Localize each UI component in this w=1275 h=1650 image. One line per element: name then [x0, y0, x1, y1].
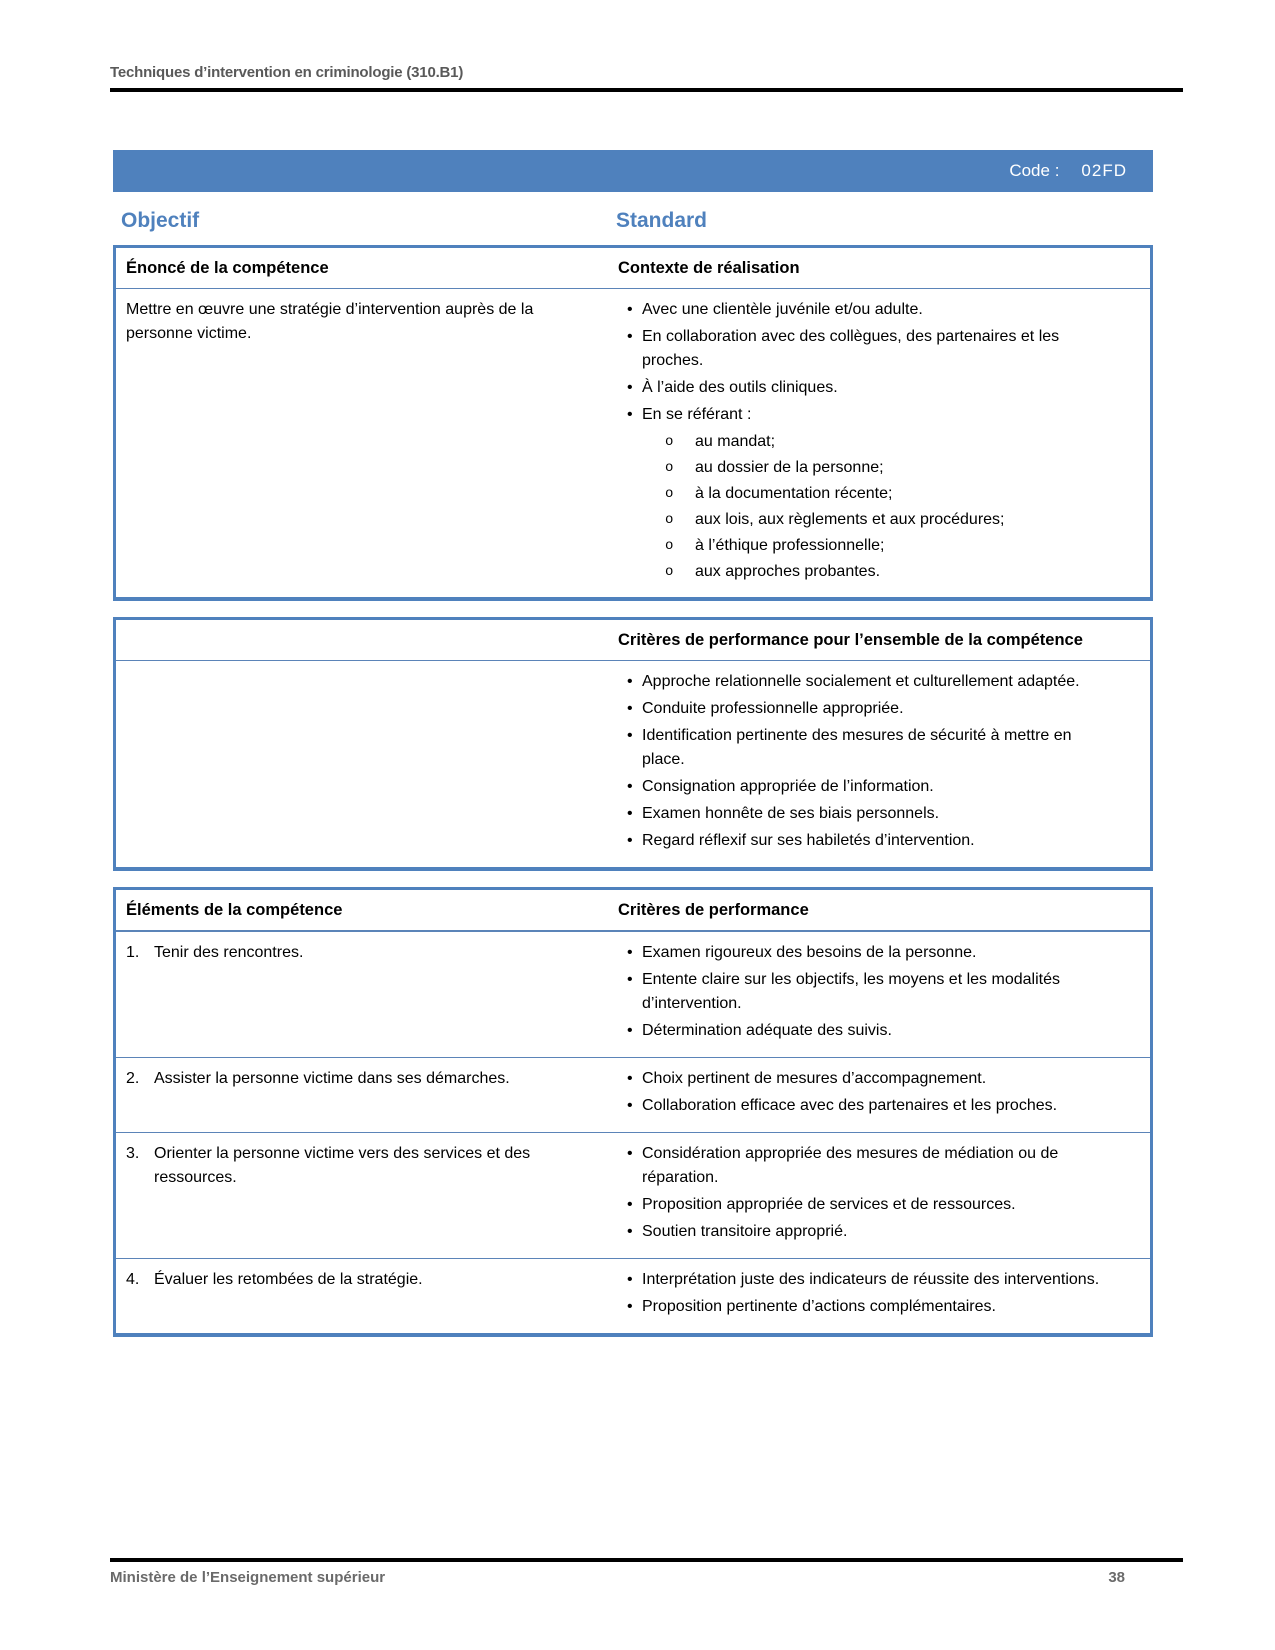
code-banner — [113, 150, 1153, 192]
page-content — [113, 150, 1153, 1353]
global-criteria-table — [113, 617, 1153, 871]
elements-criteria-table — [113, 887, 1153, 1337]
bullet-item: • Approche relationnelle socialement et culturellement adaptée. — [618, 670, 1105, 694]
row-text: Tenir des rencontres. — [154, 944, 304, 961]
table3-header-row — [116, 890, 1150, 931]
page-footer — [110, 1569, 1183, 1586]
numbered-element — [126, 941, 598, 965]
element-row-2 — [116, 1057, 1150, 1132]
bullet-item: • Choix pertinent de mesures d’accompagnement. — [618, 1067, 1105, 1091]
running-header-title: Techniques d’intervention en criminologie (310.B1) — [110, 64, 464, 81]
numbered-element — [126, 1142, 598, 1190]
element-row-3 — [116, 1132, 1150, 1258]
competence-context-table — [113, 245, 1153, 601]
table2-header-row — [116, 620, 1150, 661]
bullet-item: • Détermination adéquate des suivis. — [618, 1019, 1105, 1043]
bullet-item: • Collaboration efficace avec des partenaires et les proches. — [618, 1094, 1105, 1118]
bullet-item: • Proposition pertinente d’actions complémentaires. — [618, 1295, 1105, 1319]
bullet-item: • Soutien transitoire approprié. — [618, 1220, 1105, 1244]
element-cell — [116, 932, 608, 1057]
element-cell — [116, 1133, 608, 1258]
column-headings — [113, 209, 1153, 233]
footer-rule — [110, 1558, 1183, 1562]
bullet-item: • Considération appropriée des mesures de médiation ou de réparation. — [618, 1142, 1105, 1190]
row-number: 2. — [126, 1070, 140, 1087]
bullet-item: • Examen rigoureux des besoins de la personne. — [618, 941, 1105, 965]
element-row-4 — [116, 1258, 1150, 1333]
table1-right-header: Contexte de réalisation — [618, 259, 800, 277]
sub-bullet-item: o à l’éthique professionnelle; — [618, 534, 1105, 558]
page-number: 38 — [1108, 1569, 1125, 1586]
bullet-item: • Interprétation juste des indicateurs de réussite des interventions. — [618, 1268, 1105, 1292]
table1-body-row — [116, 289, 1150, 597]
bullet-item: • À l’aide des outils cliniques. — [618, 376, 1105, 400]
criteria-bullet-list — [608, 932, 1150, 1057]
row-text: Évaluer les retombées de la stratégie. — [154, 1271, 423, 1288]
row-number: 4. — [126, 1271, 140, 1288]
row-number: 1. — [126, 944, 140, 961]
bullet-item: • Consignation appropriée de l’information. — [618, 775, 1105, 799]
table1-left-header: Énoncé de la compétence — [126, 259, 329, 277]
element-cell — [116, 1259, 608, 1333]
sub-bullet-item: o au mandat; — [618, 430, 1105, 454]
code-value: 02FD — [1081, 161, 1127, 180]
table2-body-row — [116, 661, 1150, 867]
bullet-item: • Entente claire sur les objectifs, les moyens et les modalités d’intervention. — [618, 968, 1105, 1016]
running-header — [110, 64, 1183, 92]
header-rule — [110, 88, 1183, 92]
criteria-bullet-list — [608, 1133, 1150, 1258]
global-criteria-bullet-list — [608, 661, 1150, 867]
table3-left-header: Éléments de la compétence — [126, 901, 343, 919]
row-text: Orienter la personne victime vers des services et des ressources. — [154, 1145, 531, 1186]
row-text: Assister la personne victime dans ses démarches. — [154, 1070, 510, 1087]
bullet-item: • Proposition appropriée de services et de ressources. — [618, 1193, 1105, 1217]
objectif-heading: Objectif — [121, 209, 200, 232]
sub-bullet-item: o au dossier de la personne; — [618, 456, 1105, 480]
bullet-item: • Examen honnête de ses biais personnels. — [618, 802, 1105, 826]
bullet-item: • Conduite professionnelle appropriée. — [618, 697, 1105, 721]
bullet-item: • Regard réflexif sur ses habiletés d’intervention. — [618, 829, 1105, 853]
bullet-item: • En collaboration avec des collègues, des partenaires et les proches. — [618, 325, 1105, 373]
bullet-item: • Avec une clientèle juvénile et/ou adulte. — [618, 298, 1105, 322]
footer-ministry-label: Ministère de l’Enseignement supérieur — [110, 1569, 386, 1586]
table2-right-header — [608, 620, 1150, 660]
criteria-bullet-list — [608, 1058, 1150, 1132]
numbered-element — [126, 1067, 598, 1091]
sub-bullet-item: o aux lois, aux règlements et aux procédures; — [618, 508, 1105, 532]
context-bullet-list — [608, 289, 1150, 597]
table3-right-header: Critères de performance — [618, 901, 809, 919]
table2-right-header-text: Critères de performance pour l’ensemble de la compétence — [618, 631, 1083, 649]
element-row-1 — [116, 931, 1150, 1057]
competence-statement: Mettre en œuvre une stratégie d’intervention auprès de la personne victime. — [126, 301, 534, 342]
row-number: 3. — [126, 1145, 140, 1162]
standard-heading: Standard — [616, 209, 708, 232]
table2-left-body-empty — [116, 661, 608, 867]
table1-header-row — [116, 248, 1150, 289]
numbered-element — [126, 1268, 598, 1292]
criteria-bullet-list — [608, 1259, 1150, 1333]
sub-bullet-item: o aux approches probantes. — [618, 560, 1105, 584]
table2-left-header-empty — [116, 620, 608, 660]
bullet-item: • En se référant : — [618, 403, 1105, 427]
bullet-item: • Identification pertinente des mesures de sécurité à mettre en place. — [618, 724, 1105, 772]
element-cell — [116, 1058, 608, 1132]
code-label: Code : — [1009, 161, 1060, 180]
sub-bullet-item: o à la documentation récente; — [618, 482, 1105, 506]
